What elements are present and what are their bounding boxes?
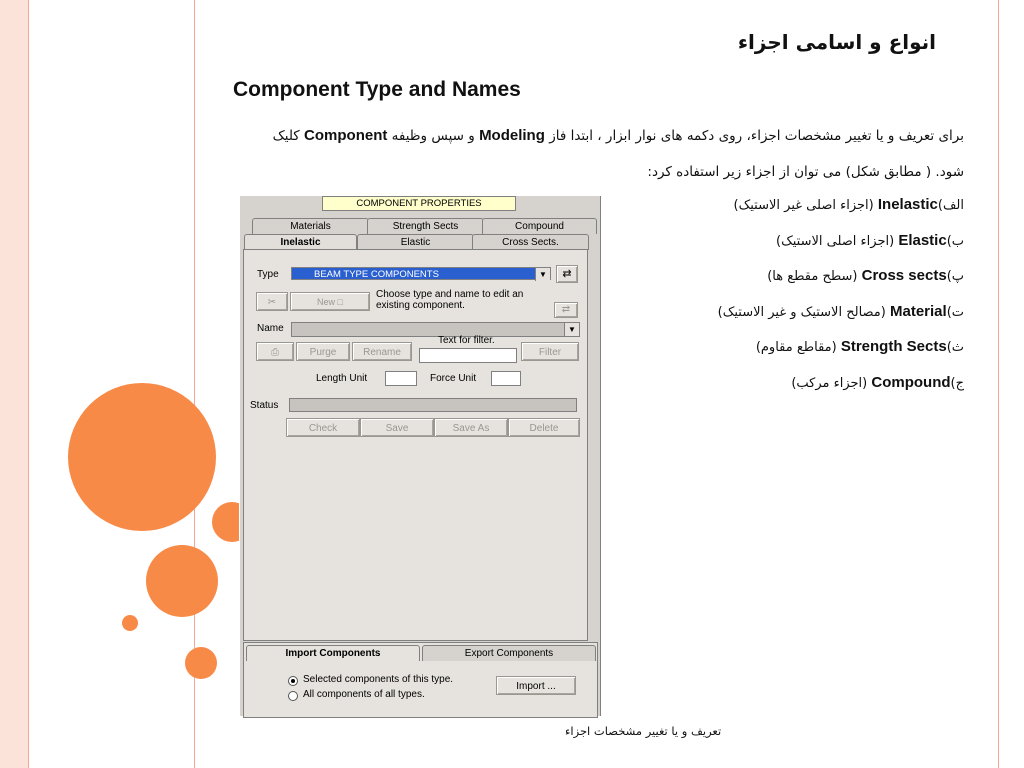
status-field [289,398,577,412]
print-button[interactable] [256,342,294,361]
large-circle [68,383,216,531]
list-desc: (اجزاء مرکب) [791,375,868,391]
list-term: Compound [871,373,951,391]
tab-compound[interactable]: Compound [482,218,597,234]
list-term: Inelastic [877,196,938,213]
para-part-b: و سپس وظیفه [391,128,475,144]
medium-circle [146,545,218,617]
refresh-icon[interactable]: ⇄ [556,265,578,283]
tab-inelastic[interactable]: Inelastic [244,234,357,250]
import-button[interactable]: Import ... [496,676,576,695]
list-item [604,267,964,303]
rename-button[interactable]: Rename [352,342,412,361]
length-unit-field[interactable] [385,371,417,386]
force-unit-field[interactable] [491,371,521,386]
tab-export-components[interactable]: Export Components [422,645,596,661]
paragraph-line-2: شود. ( مطابق شکل) می توان از اجزاء زیر استفاده کرد: [647,164,964,180]
modeling-term: Modeling [479,127,545,144]
radio-all-types-label: All components of all types. [303,689,425,700]
component-term: Component [304,127,388,144]
tab-materials[interactable]: Materials [252,218,369,234]
filter-input[interactable] [419,348,517,363]
status-label: Status [250,400,279,411]
document-icon: □ [337,297,343,307]
name-label: Name [257,323,284,334]
tab-strength-sects[interactable]: Strength Sects [367,218,484,234]
print-icon: ⎙ [271,347,279,358]
component-list [604,196,964,409]
save-as-button[interactable]: Save As [434,418,508,437]
list-item [604,196,964,232]
save-button[interactable]: Save [360,418,434,437]
cut-button[interactable] [256,292,288,311]
persian-title: انواع و اسامی اجزاء [737,30,936,54]
filter-label: Text for filter. [438,335,495,346]
purge-button[interactable]: Purge [296,342,350,361]
list-desc: (اجزاء اصلی الاستیک) [776,233,895,249]
hint-text: Choose type and name to edit an existing component. [376,289,524,311]
list-desc: (مصالح الاستیک و غیر الاستیک) [717,304,886,320]
force-unit-label: Force Unit [430,373,477,384]
list-desc: (مقاطع مقاوم) [755,340,837,355]
length-unit-label: Length Unit [316,373,368,384]
list-desc: (سطح مقطع ها) [767,269,858,284]
list-prefix: ث) [946,340,964,355]
list-term: Strength Sects [840,338,947,355]
component-properties-dialog [239,196,601,716]
left-rule [28,0,29,768]
list-item [604,374,964,410]
slide-footer: تعریف و یا تغییر مشخصات اجزاء [565,724,722,738]
new-button[interactable] [290,292,370,311]
list-prefix: الف) [937,198,964,213]
chevron-down-icon[interactable]: ▼ [564,323,579,336]
import-export-panel [243,642,598,718]
english-title: Component Type and Names [233,78,521,101]
right-rule [998,0,999,768]
list-item [604,232,964,268]
check-button[interactable]: Check [286,418,360,437]
left-band [0,0,28,768]
tab-cross-sects[interactable]: Cross Sects. [472,234,589,250]
paragraph-line-1 [273,127,964,144]
type-value: BEAM TYPE COMPONENTS [314,269,439,280]
radio-selected-type-label: Selected components of this type. [303,674,454,685]
list-prefix: ت) [946,304,964,320]
type-label: Type [257,269,279,280]
tab-import-components[interactable]: Import Components [246,645,420,661]
inelastic-panel [243,249,588,641]
para-part-a: برای تعریف و یا تغییر مشخصات اجزاء، روی دکمه های نوار ابزار ، ابتدا فاز [549,128,964,144]
dialog-title: COMPONENT PROPERTIES [322,196,516,211]
radio-all-types[interactable] [288,691,298,701]
scissors-icon: ✂ [267,297,277,308]
tiny-circle [122,615,138,631]
delete-button[interactable]: Delete [508,418,580,437]
tab-elastic[interactable]: Elastic [357,234,474,250]
small-circle [185,647,217,679]
list-prefix: ب) [946,233,964,249]
para-part-c: کلیک [272,128,300,144]
new-label: New [317,297,336,307]
list-item [604,303,964,339]
list-term: Material [889,302,947,320]
list-prefix: ج) [950,375,964,391]
name-select[interactable] [291,322,580,337]
type-select[interactable] [291,267,551,280]
list-term: Cross sects [861,267,947,284]
list-item [604,338,964,374]
chevron-down-icon[interactable]: ▼ [535,268,550,281]
radio-selected-type[interactable] [288,676,298,686]
list-term: Elastic [898,231,947,249]
list-desc: (اجزاء اصلی غیر الاستیک) [733,198,874,213]
list-prefix: پ) [946,269,964,284]
refresh-small-icon[interactable]: ⇄ [554,302,578,318]
filter-button[interactable]: Filter [521,342,579,361]
